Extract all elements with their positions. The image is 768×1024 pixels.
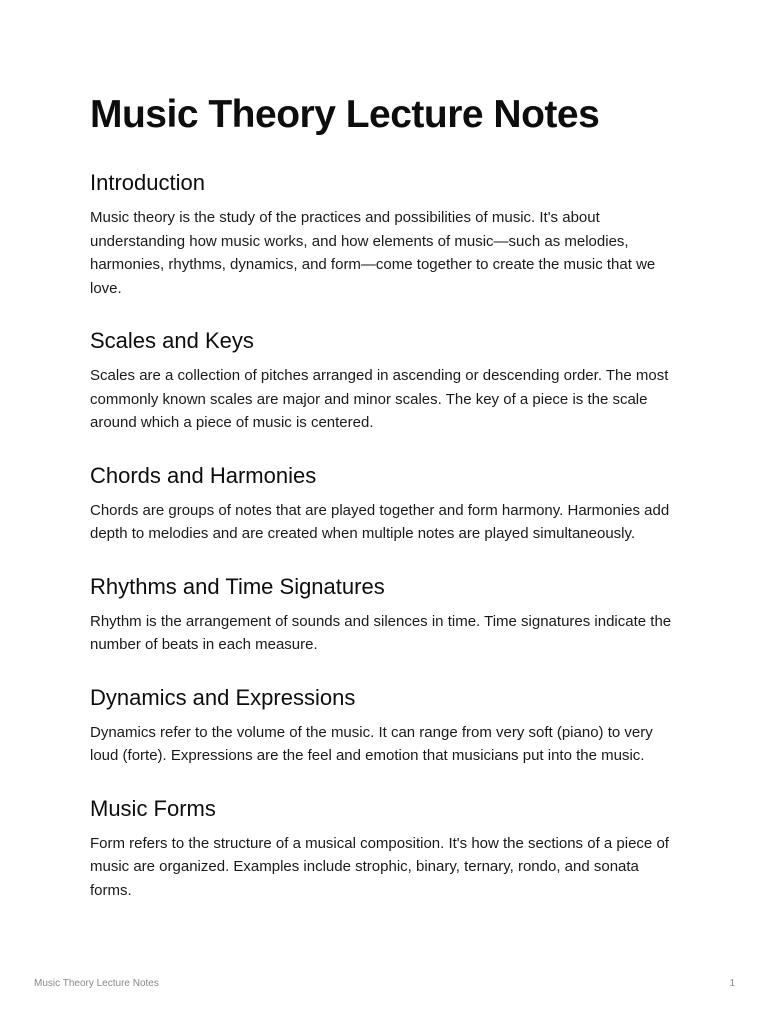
section-heading: Music Forms bbox=[90, 795, 216, 821]
section-introduction bbox=[90, 168, 682, 300]
footer-page-number: 1 bbox=[729, 977, 735, 989]
document-title: Music Theory Lecture Notes bbox=[90, 93, 600, 136]
section-heading: Introduction bbox=[90, 170, 205, 195]
section-heading: Chords and Harmonies bbox=[90, 462, 317, 488]
section-body: Music theory is the study of the practices and possibilities of music. It's about understanding how music works, and how elements of music—such as melodies, harmonies, rhythms, dynamics, and form—come together to create the music that we love. bbox=[90, 209, 656, 297]
section-heading: Dynamics and Expressions bbox=[90, 684, 356, 710]
section-body: Scales are a collection of pitches arranged in ascending or descending order. The most commonly known scales are major and minor scales. The key of a piece is the scale around which a piece of music is centered. bbox=[90, 367, 669, 431]
section-chords-and-harmonies bbox=[90, 461, 682, 546]
section-body: Dynamics refer to the volume of the music. It can range from very soft (piano) to very loud (forte). Expressions are the feel and emotion that musicians put into the music. bbox=[90, 723, 653, 764]
page-footer bbox=[34, 975, 735, 991]
section-music-forms bbox=[90, 794, 682, 903]
footer-document-name: Music Theory Lecture Notes bbox=[34, 977, 159, 989]
section-body: Form refers to the structure of a musical composition. It's how the sections of a piece of music are organized. Examples include strophic, binary, ternary, rondo, and sonata forms. bbox=[90, 834, 669, 899]
section-dynamics-and-expressions bbox=[90, 683, 682, 768]
section-body: Rhythm is the arrangement of sounds and silences in time. Time signatures indicate the number of beats in each measure. bbox=[90, 612, 672, 653]
document-page bbox=[90, 90, 682, 902]
section-body: Chords are groups of notes that are played together and form harmony. Harmonies add depth to melodies and are created when multiple notes are played simultaneously. bbox=[90, 501, 670, 542]
section-heading: Scales and Keys bbox=[90, 328, 254, 353]
section-scales-and-keys bbox=[90, 326, 682, 435]
section-heading: Rhythms and Time Signatures bbox=[90, 573, 385, 599]
section-rhythms-and-time-signatures bbox=[90, 572, 682, 657]
